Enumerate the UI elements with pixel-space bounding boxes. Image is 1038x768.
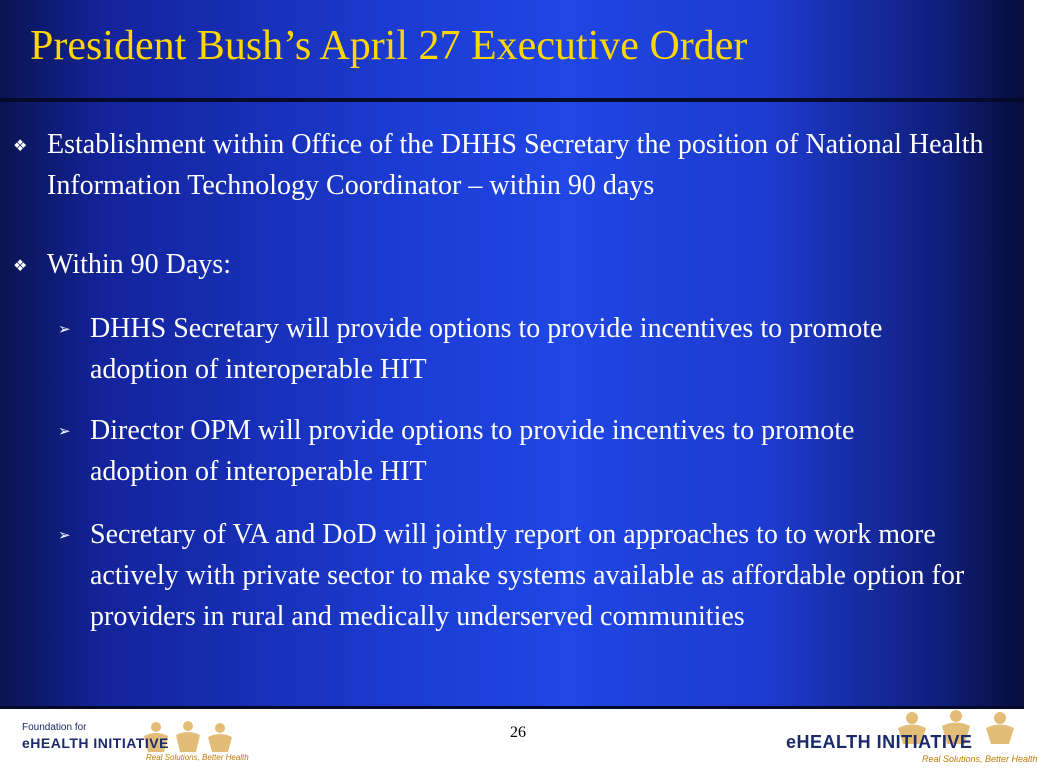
sub-bullet-item: Secretary of VA and DoD will jointly report on approaches to to work more actively with private sector to make systems available as affordable option for providers in rural and medically underserved communities — [90, 519, 965, 632]
page-number: 26 — [510, 724, 526, 741]
slide-title: President Bush’s April 27 Executive Order — [30, 23, 748, 69]
logo-tagline: Real Solutions, Better Health — [146, 753, 249, 762]
sub-bullet-item: DHHS Secretary will provide options to provide incentives to promote adoption of interoperable HIT — [90, 313, 883, 385]
logo-ehealth-text: eHEALTH INITIATIVE — [22, 735, 169, 751]
arrow-bullet-icon: ➢ — [58, 526, 71, 544]
logo-tagline: Real Solutions, Better Health — [922, 754, 1038, 764]
bullet-item: Within 90 Days: — [47, 249, 231, 280]
footer-divider — [0, 706, 1024, 709]
ehealth-initiative-logo — [780, 710, 1038, 766]
diamond-bullet-icon: ❖ — [13, 136, 28, 155]
slide-footer — [0, 706, 1038, 768]
logo-foundation-text: Foundation for — [22, 722, 87, 733]
diamond-bullet-icon: ❖ — [13, 256, 28, 275]
foundation-logo — [18, 718, 248, 766]
arrow-bullet-icon: ➢ — [58, 422, 71, 440]
sub-bullet-item: Director OPM will provide options to provide incentives to promote adoption of interoperable HIT — [90, 415, 855, 487]
arrow-bullet-icon: ➢ — [58, 320, 71, 338]
title-divider — [0, 98, 1024, 102]
bullet-item: Establishment within Office of the DHHS Secretary the position of National Health Information Technology Coordinator – within 90 days — [47, 129, 984, 201]
logo-ehealth-text: eHEALTH INITIATIVE — [786, 732, 973, 752]
